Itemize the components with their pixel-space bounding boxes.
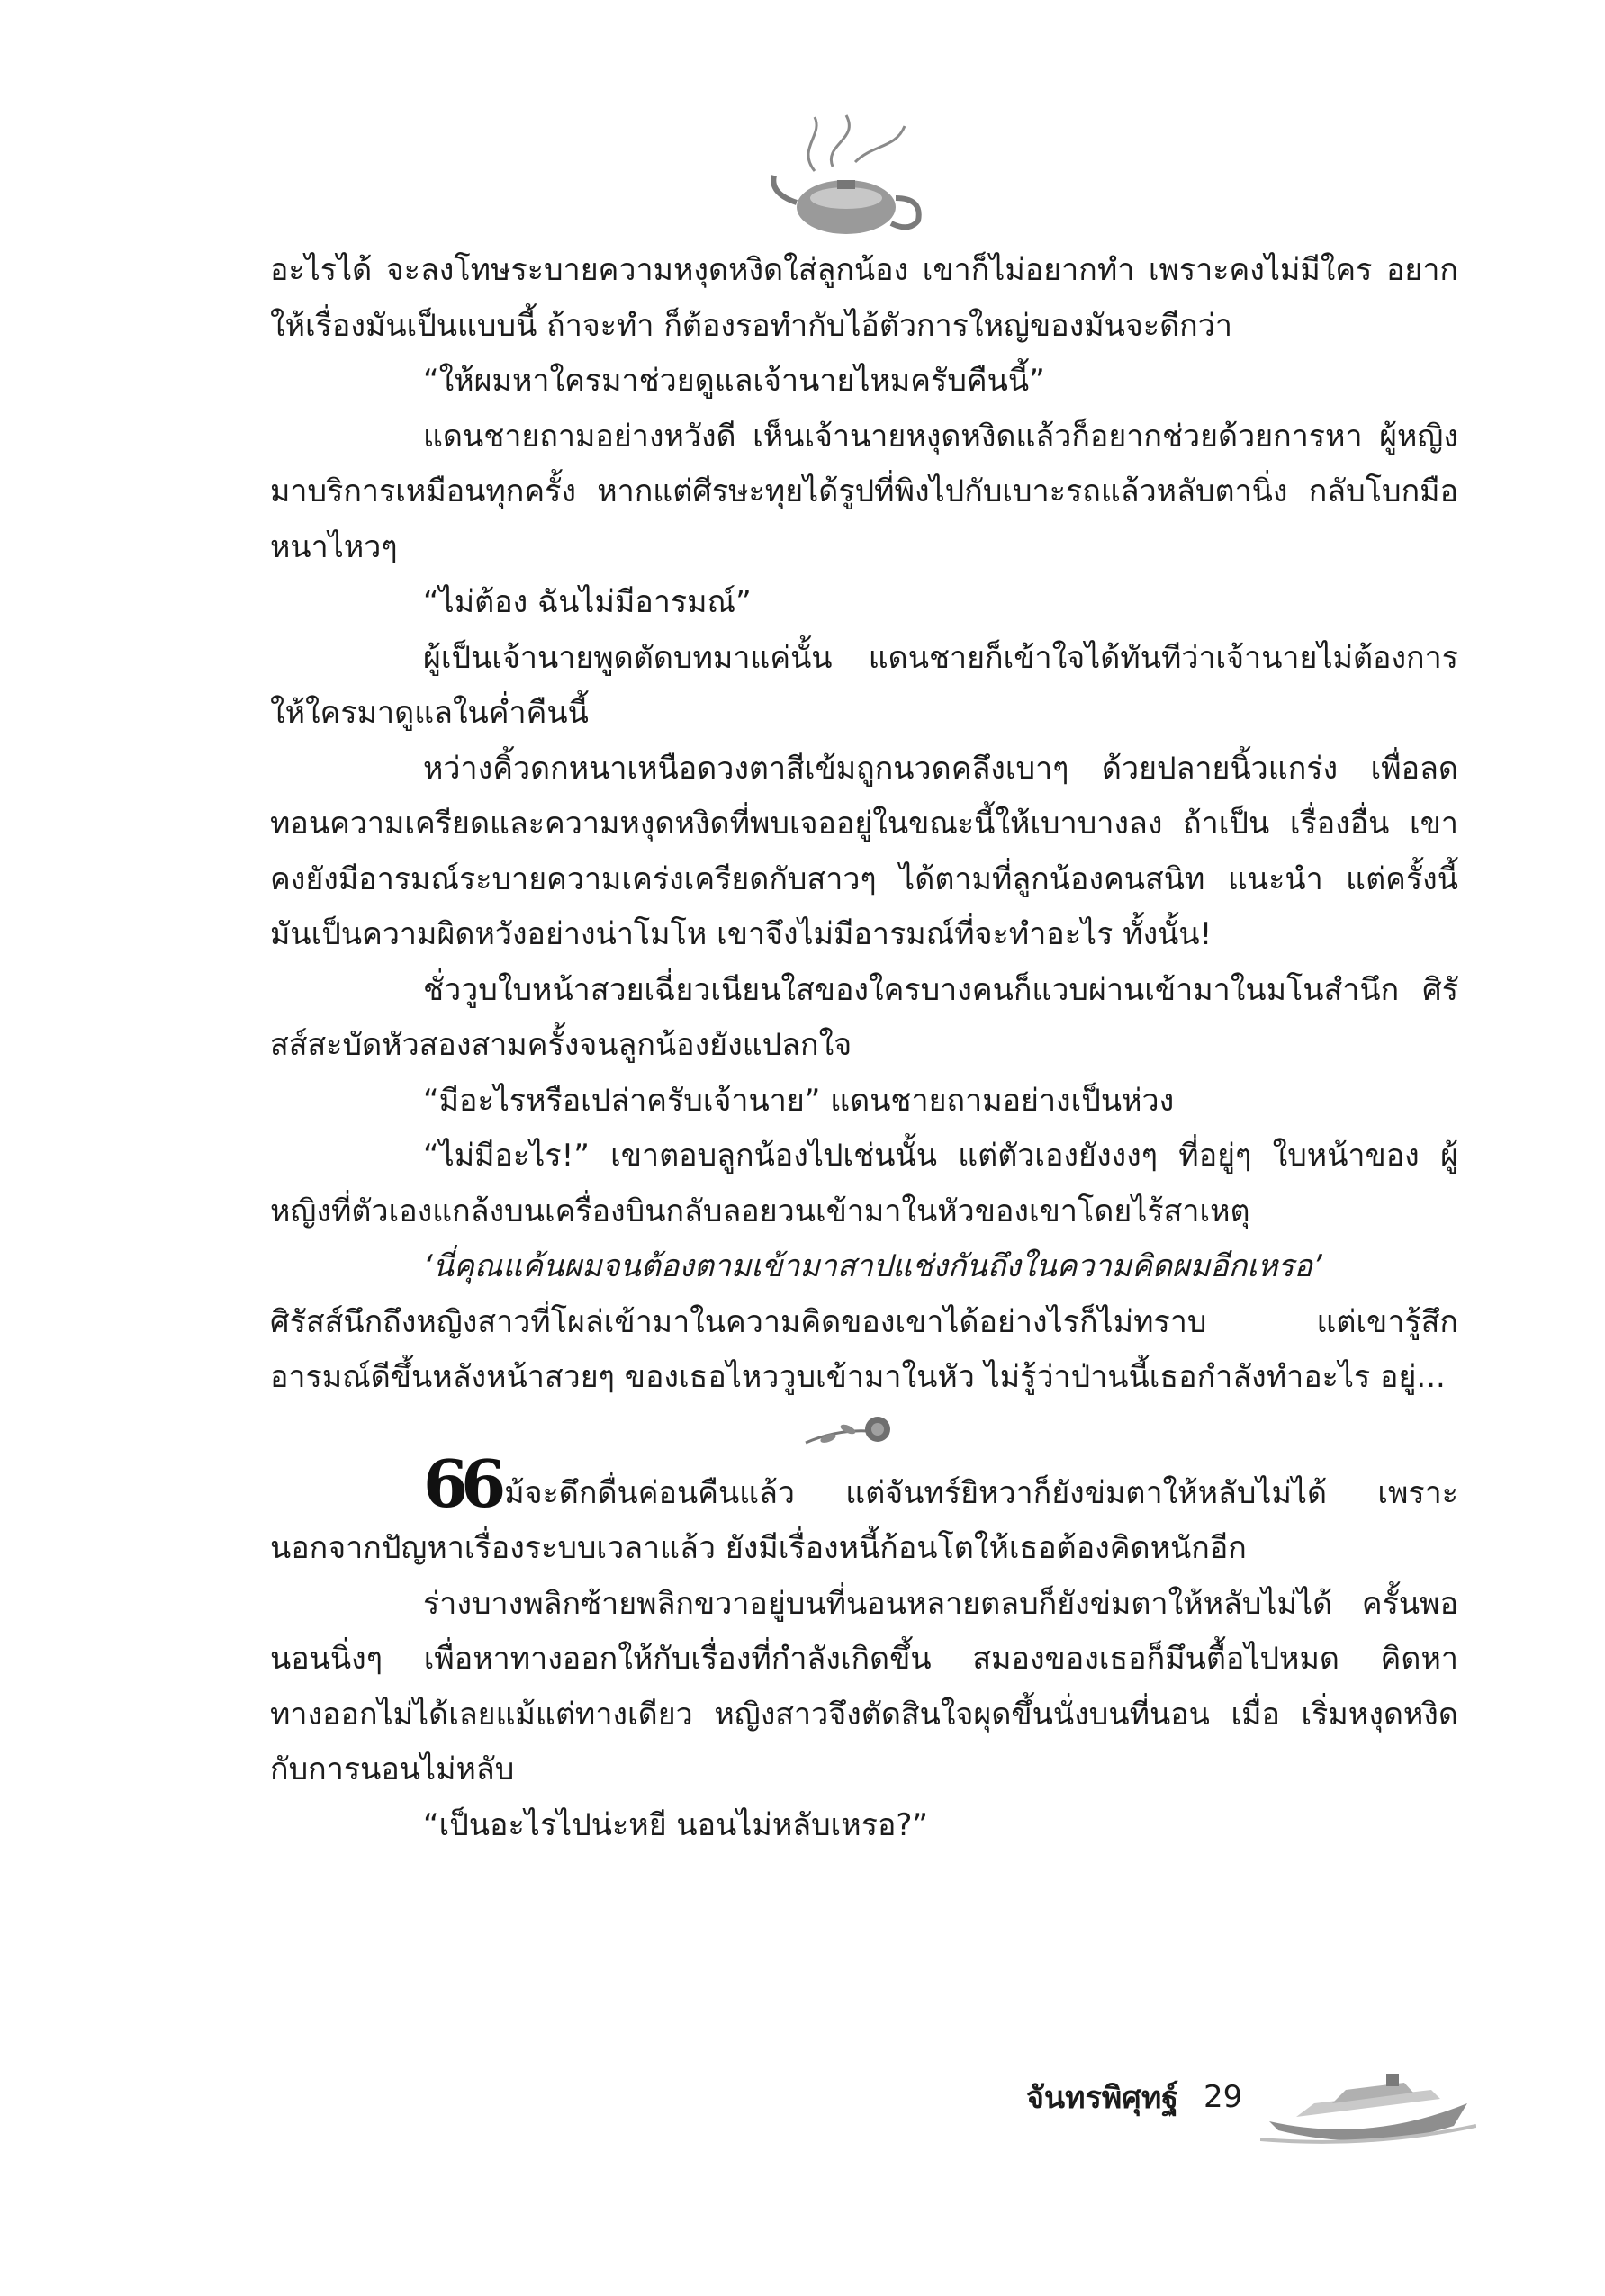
rose-sprig-icon (801, 1411, 900, 1456)
body-text (270, 243, 1458, 1853)
paragraph-3: แดนชายถามอย่างหวังดี เห็นเจ้านายหงุดหงิดแล้วก็อยากช่วยด้วยการหา ผู้หญิงมาบริการเหมือนทุกครั้ง หากแต่ศีรษะทุยได้รูปที่พิงไปกับเบาะรถแล้วหลับตานิ่ง กลับโบกมือหนาไหวๆ (270, 418, 1458, 565)
teapot-with-steam-icon (761, 108, 932, 243)
paragraph-9: “ไม่มีอะไร!” เขาตอบลูกน้องไปเช่นนั้น แต่ตัวเองยังงงๆ ที่อยู่ๆ ใบหน้าของ ผู้หญิงที่ตัวเองแกล้งบนเครื่องบินกลับลอยวนเข้ามาในหัวของเขาโดยไร้สาเหตุ (270, 1138, 1458, 1229)
section2-first-text: ม้จะดึกดื่นค่อนคืนแล้ว แต่จันทร์ยิหวาก็ยังข่มตาให้หลับไม่ได้ เพราะ นอกจากปัญหาเรื่องระบบเวลาแล้ว ยังมีเรื่องหนี้ก้อนโตให้เธอต้องคิดหนักอีก (270, 1474, 1458, 1566)
paragraph-4: “ไม่ต้อง ฉันไม่มีอารมณ์” (423, 584, 752, 620)
page-footer (1026, 2070, 1242, 2124)
paragraph-6: หว่างคิ้วดกหนาเหนือดวงตาสีเข้มถูกนวดคลึงเบาๆ ด้วยปลายนิ้วแกร่ง เพื่อลดทอนความเครียดและความหงุดหงิดที่พบเจออยู่ในขณะนี้ให้เบาบางลง ถ้าเป็น เรื่องอื่น เขาคงยังมีอารมณ์ระบายความเคร่งเครียดกับสาวๆ ได้ตามที่ลูกน้องคนสนิท แนะนำ แต่ครั้งนี้มันเป็นความผิดหวังอย่างน่าโมโห เขาจึงไม่มีอารมณ์ที่จะทำอะไร ทั้งนั้น! (270, 750, 1458, 952)
paragraph-5: ผู้เป็นเจ้านายพูดตัดบทมาแค่นั้น แดนชายก็เข้าใจได้ทันทีว่าเจ้านายไม่ต้องการ ให้ใครมาดูแลในค่ำคืนนี้ (270, 639, 1458, 731)
paragraph-8: “มีอะไรหรือเปล่าครับเจ้านาย” แดนชายถามอย่างเป็นห่วง (423, 1082, 1175, 1119)
paragraph-7: ชั่ววูบใบหน้าสวยเฉี่ยวเนียนใสของใครบางคนก็แวบผ่านเข้ามาในมโนสำนึก ศิรัสส์สะบัดหัวสองสามครั้งจนลูกน้องยังแปลกใจ (270, 971, 1458, 1063)
paragraph-10-italic: ‘นี่คุณแค้นผมจนต้องตามเข้ามาสาปแช่งกันถึงในความคิดผมอีกเหรอ’ (423, 1248, 1322, 1284)
book-title: จันทรพิศุทฐ์ (1026, 2080, 1179, 2116)
section-divider (270, 1406, 1458, 1462)
page-number: 29 (1204, 2079, 1243, 2115)
paragraph-2: “ให้ผมหาใครมาช่วยดูแลเจ้านายไหมครับคืนนี้” (423, 363, 1045, 399)
paragraph-11: ศิรัสส์นึกถึงหญิงสาวที่โผล่เข้ามาในความคิดของเขาได้อย่างไรก็ไม่ทราบ แต่เขารู้สึก อารมณ์ดีขึ้นหลังหน้าสวยๆ ของเธอไหววูบเข้ามาในหัว ไม่รู้ว่าป่านนี้เธอกำลังทำอะไร อยู่... (270, 1303, 1458, 1395)
cruise-ship-icon (1260, 2054, 1476, 2153)
section2-opening-paragraph (270, 1445, 1458, 1577)
section2-paragraph-2: ร่างบางพลิกซ้ายพลิกขวาอยู่บนที่นอนหลายตลบก็ยังข่มตาให้หลับไม่ได้ ครั้นพอนอนนิ่งๆ เพื่อหาทางออกให้กับเรื่องที่กำลังเกิดขึ้น สมองของเธอก็มึนตื้อไปหมด คิดหาทางออกไม่ได้เลยแม้แต่ทางเดียว หญิงสาวจึงตัดสินใจผุดขึ้นนั่งบนที่นอน เมื่อ เริ่มหงุดหงิดกับการนอนไม่หลับ (270, 1585, 1458, 1787)
section2-paragraph-3: “เป็นอะไรไปน่ะหยี นอนไม่หลับเหรอ?” (423, 1806, 929, 1843)
paragraph-1: อะไรได้ จะลงโทษระบายความหงุดหงิดใส่ลูกน้อง เขาก็ไม่อยากทำ เพราะคงไม่มีใคร อยากให้เรื่องมันเป็นแบบนี้ ถ้าจะทำ ก็ต้องรอทำกับไอ้ตัวการใหญ่ของมันจะดีกว่า (270, 252, 1458, 344)
dropcap-quote: 66 (423, 1445, 500, 1522)
